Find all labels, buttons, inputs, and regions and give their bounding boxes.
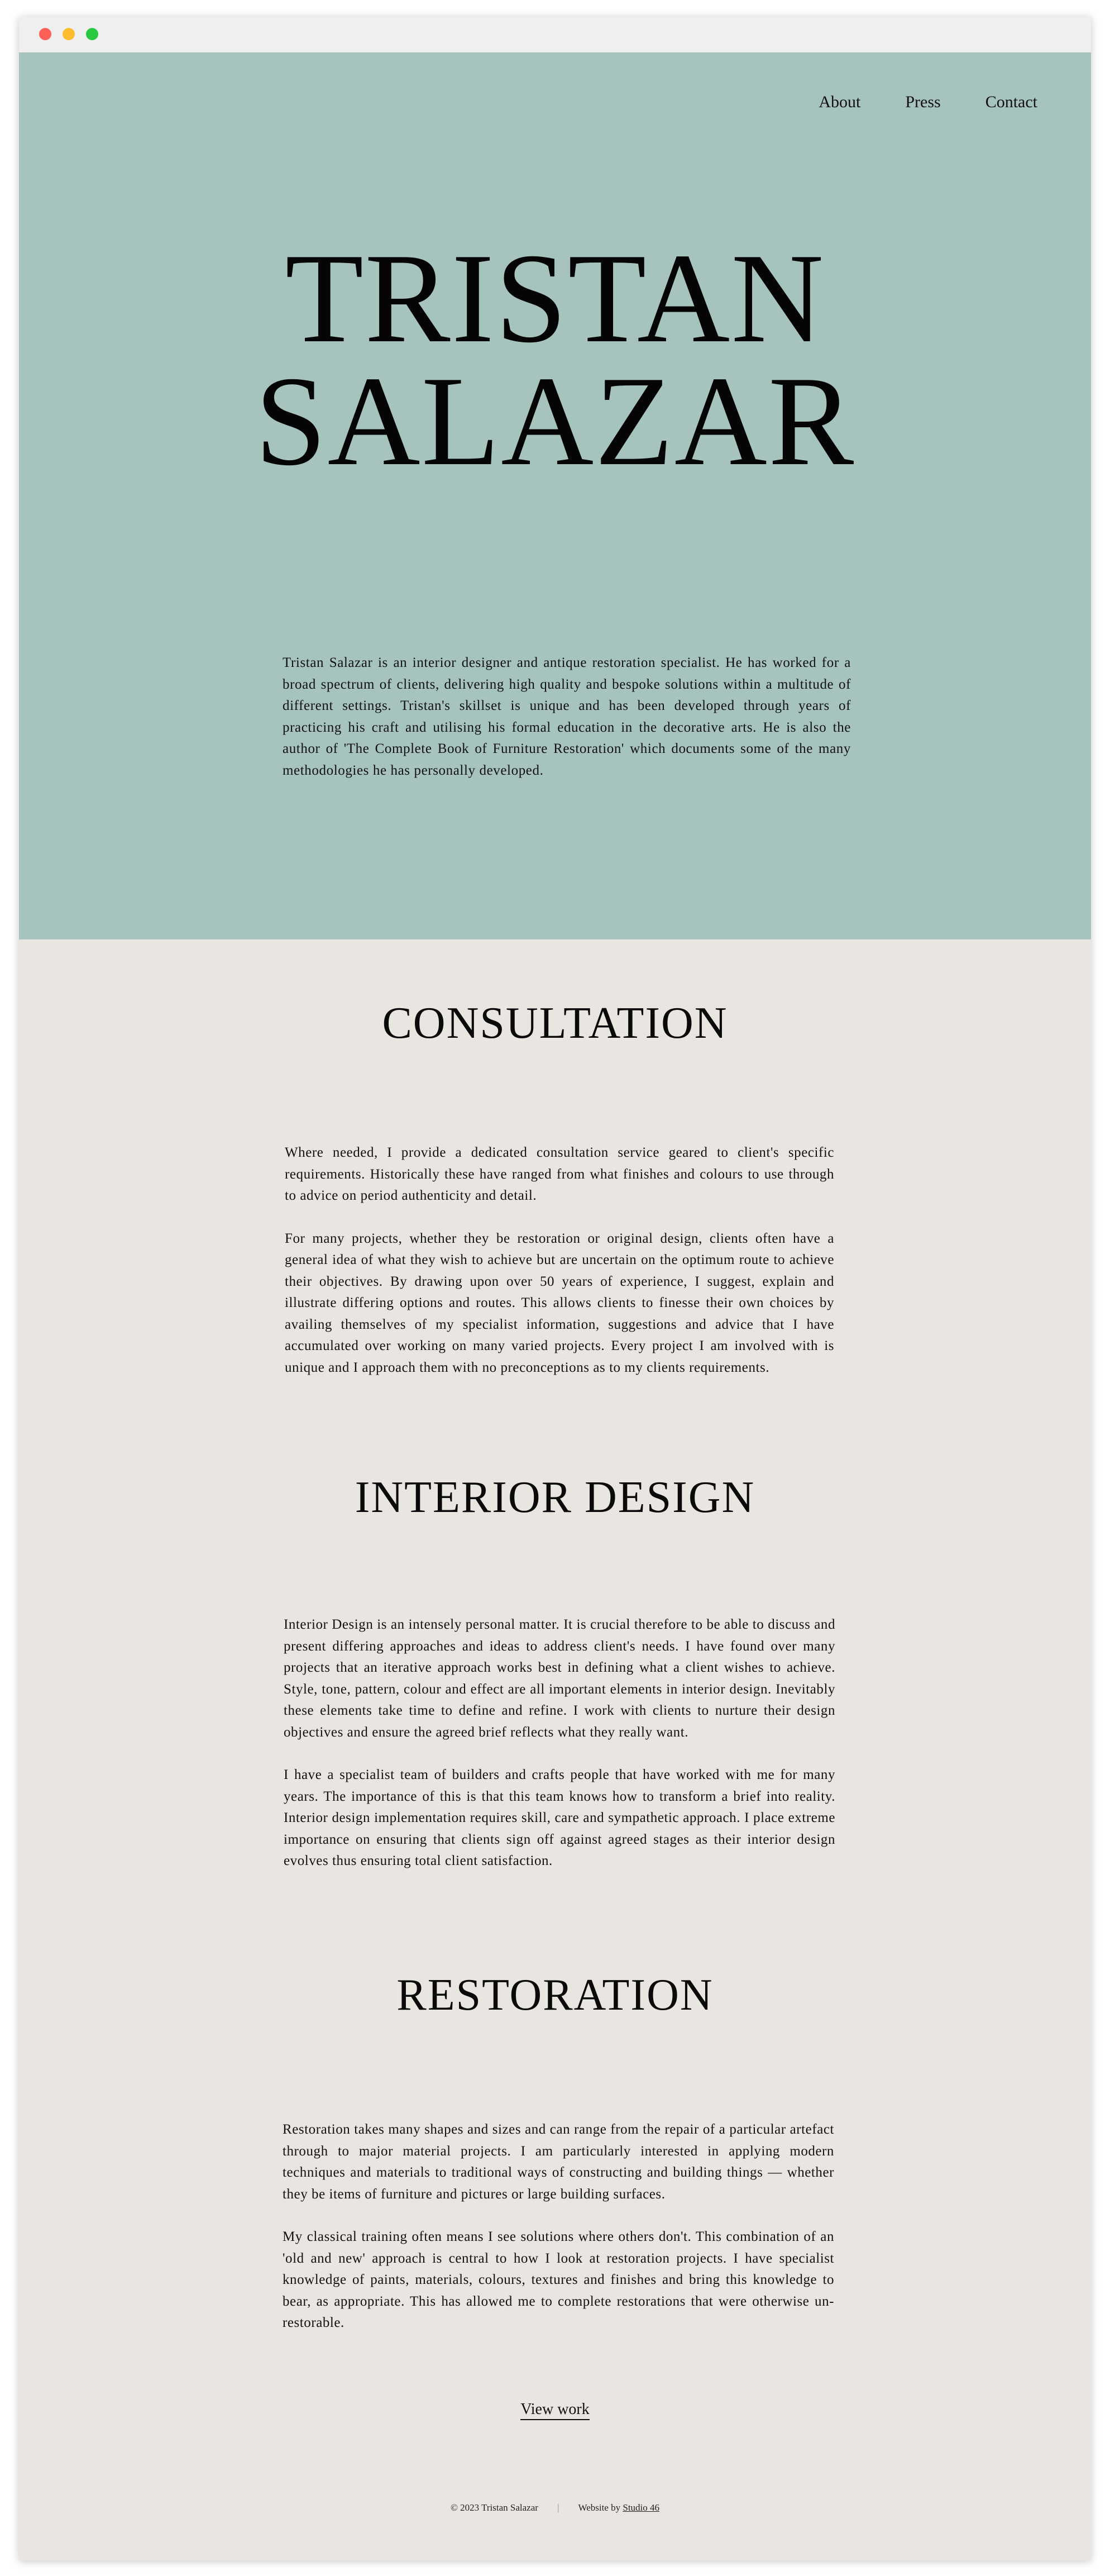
footer-credit-prefix: Website by (578, 2502, 623, 2513)
site-title-last-name: SALAZAR (255, 350, 855, 492)
nav-link-about[interactable]: About (819, 93, 861, 111)
footer-copyright: © 2023 Tristan Salazar (450, 2502, 538, 2513)
section-body-interior-design (284, 1614, 835, 1893)
section-body-restoration (283, 2119, 834, 2355)
site-footer (19, 2502, 1091, 2513)
section-body-consultation (285, 1142, 834, 1400)
maximize-window-button[interactable] (86, 28, 98, 40)
section-paragraph: I have a specialist team of builders and crafts people that have worked with me for many years. The importance of this is that this team knows how to transform a brief into reality. Interior design implementation requires skill, care and sympathetic approach. I place extreme importance on ensuring that clients sign off against agreed stages as their interior design evolves thus ensuring total client satisfaction. (284, 1767, 835, 1868)
section-title-interior-design: INTERIOR DESIGN (355, 1473, 755, 1522)
section-paragraph: For many projects, whether they be restoration or original design, clients often have a general idea of what they wish to achieve but are uncertain on the optimum route to achieve their objectives. By drawing upon over 50 years of experience, I suggest, explain and illustrate differing options and routes. This allows clients to finesse their own choices by availing themselves of my specialist information, suggestions and advice that I have accumulated over working on many varied projects. Every project I am involved with is unique and I approach them with no preconceptions as to my clients requirements. (285, 1230, 834, 1375)
section-paragraph: My classical training often means I see solutions where others don't. This combination of an 'old and new' approach is central to how I look at restoration projects. I have specialist knowledge of paints, materials, colours, textures and finishes and bring this knowledge to bear, as appropriate. This has allowed me to complete restorations that were otherwise un-restorable. (283, 2229, 834, 2330)
section-paragraph: Restoration takes many shapes and sizes and can range from the repair of a particular artefact through to major material projects. I am particularly interested in applying modern techniques and materials to traditional ways of constructing and building things — whether they be items of furniture and pictures or large building surfaces. (283, 2122, 834, 2202)
minimize-window-button[interactable] (63, 28, 75, 40)
section-paragraph: Interior Design is an intensely personal matter. It is crucial therefore to be able to discuss and present differing approaches and ideas to address client's needs. I have found over many projects that an iterative approach works best in defining what a client wishes to achieve. Style, tone, pattern, colour and effect are all important elements in interior design. Inevitably these elements take time to define and refine. I work with clients to nurture their design objectives and ensure the agreed brief reflects what they really want. (284, 1617, 835, 1740)
section-title-restoration: RESTORATION (396, 1971, 714, 2020)
section-title-consultation: CONSULTATION (382, 999, 728, 1048)
main-nav (819, 93, 1037, 112)
nav-link-contact[interactable]: Contact (985, 93, 1037, 111)
site-title-first-name: TRISTAN (285, 227, 825, 369)
site-title (19, 227, 1091, 492)
footer-credit-link[interactable]: Studio 46 (623, 2502, 660, 2513)
nav-link-press[interactable]: Press (905, 93, 941, 111)
view-work-container (19, 2401, 1091, 2418)
view-work-link[interactable]: View work (520, 2401, 590, 2420)
footer-separator: | (557, 2502, 559, 2513)
close-window-button[interactable] (39, 28, 51, 40)
window-titlebar (19, 17, 1091, 53)
hero-bio: Tristan Salazar is an interior designer and antique restoration specialist. He has worked for a broad spectrum of clients, delivering high quality and bespoke solutions within a multitude of different settings. Tristan's skillset is unique and has been developed through years of practicing his craft and utilising his formal education in the decorative arts. He is also the author of 'The Complete Book of Furniture Restoration' which documents some of the many methodologies he has personally developed. (283, 655, 851, 778)
hero-section (19, 53, 1091, 939)
section-paragraph: Where needed, I provide a dedicated consultation service geared to client's specific requirements. Historically these have ranged from what finishes and colours to use through to advice on period authenticity and detail. (285, 1145, 834, 1203)
browser-window (19, 17, 1091, 2560)
